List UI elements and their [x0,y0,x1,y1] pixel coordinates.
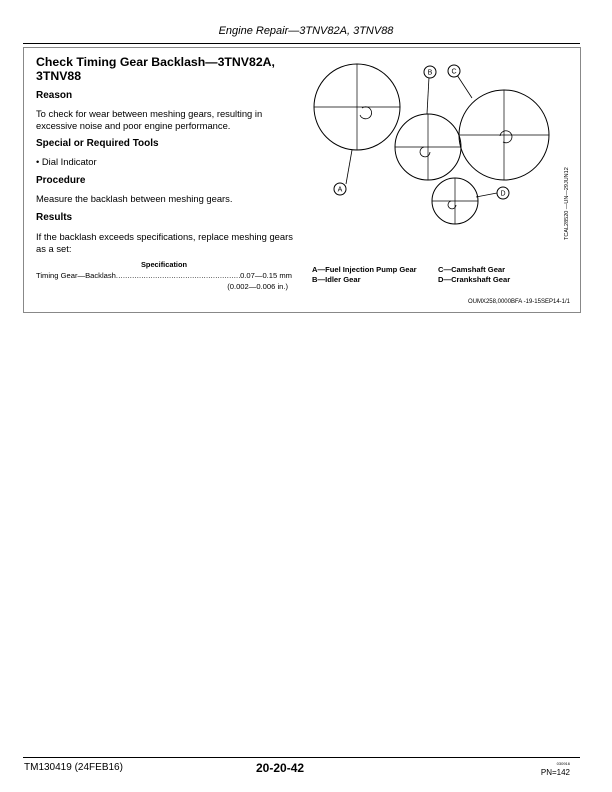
crankshaft-gear [432,178,478,224]
manual-number: TM130419 (24FEB16) [24,762,123,773]
gear-train-diagram [300,55,580,255]
leader-line-c [457,75,472,98]
callout-c: C [451,68,457,76]
tools-heading: Special or Required Tools [36,138,159,149]
callout-d: D [500,190,506,198]
tool-item: Dial Indicator [41,156,97,167]
procedure-heading: Procedure [36,175,86,186]
caption-b: B—Idler Gear [312,275,361,284]
page-number: 20-20-42 [256,761,305,775]
fuel-injection-pump-gear [314,64,400,150]
running-header: Engine Repair—3TNV82A, 3TNV88 [218,25,394,37]
spec-row [36,271,292,280]
footer-code: 030916 [556,761,570,766]
header-rule [23,43,580,44]
leader-line-a [346,150,352,184]
spec-leader-dots [116,271,240,280]
figure-id: TCAL28520 —UN—29JUN12 [564,167,570,240]
footer-rule [23,757,580,758]
caption-a: A—Fuel Injection Pump Gear [312,265,417,274]
callout-a: A [337,186,343,194]
reference-code: OUMX258,0000BFA -19-15SEP14-1/1 [467,299,570,305]
pn-number: PN=142 [540,768,570,777]
callout-b: B [427,69,433,77]
idler-gear [395,114,461,180]
leader-line-b [427,77,429,114]
reason-heading: Reason [36,90,73,101]
caption-d: D—Crankshaft Gear [438,275,511,284]
spec-name: Timing Gear—Backlash [36,271,116,280]
camshaft-gear [459,90,549,180]
caption-c: C—Camshaft Gear [438,265,506,274]
leader-line-d [476,193,497,197]
procedure-text: Measure the backlash between meshing gears. [36,193,233,204]
results-text: If the backlash exceeds specifications, replace meshing gears as a set: [36,231,293,254]
spec-value-alt: (0.002—0.006 in.) [227,282,288,291]
section-title: Check Timing Gear Backlash—3TNV82A, 3TNV88 [36,55,275,83]
bullet-icon: • [36,156,40,167]
spec-value: 0.07—0.15 mm [240,271,292,280]
results-heading: Results [36,212,73,223]
tool-list-item [36,156,97,168]
reason-text: To check for wear between meshing gears, resulting in excessive noise and poor engine performance. [36,108,263,131]
spec-label: Specification [141,260,187,269]
